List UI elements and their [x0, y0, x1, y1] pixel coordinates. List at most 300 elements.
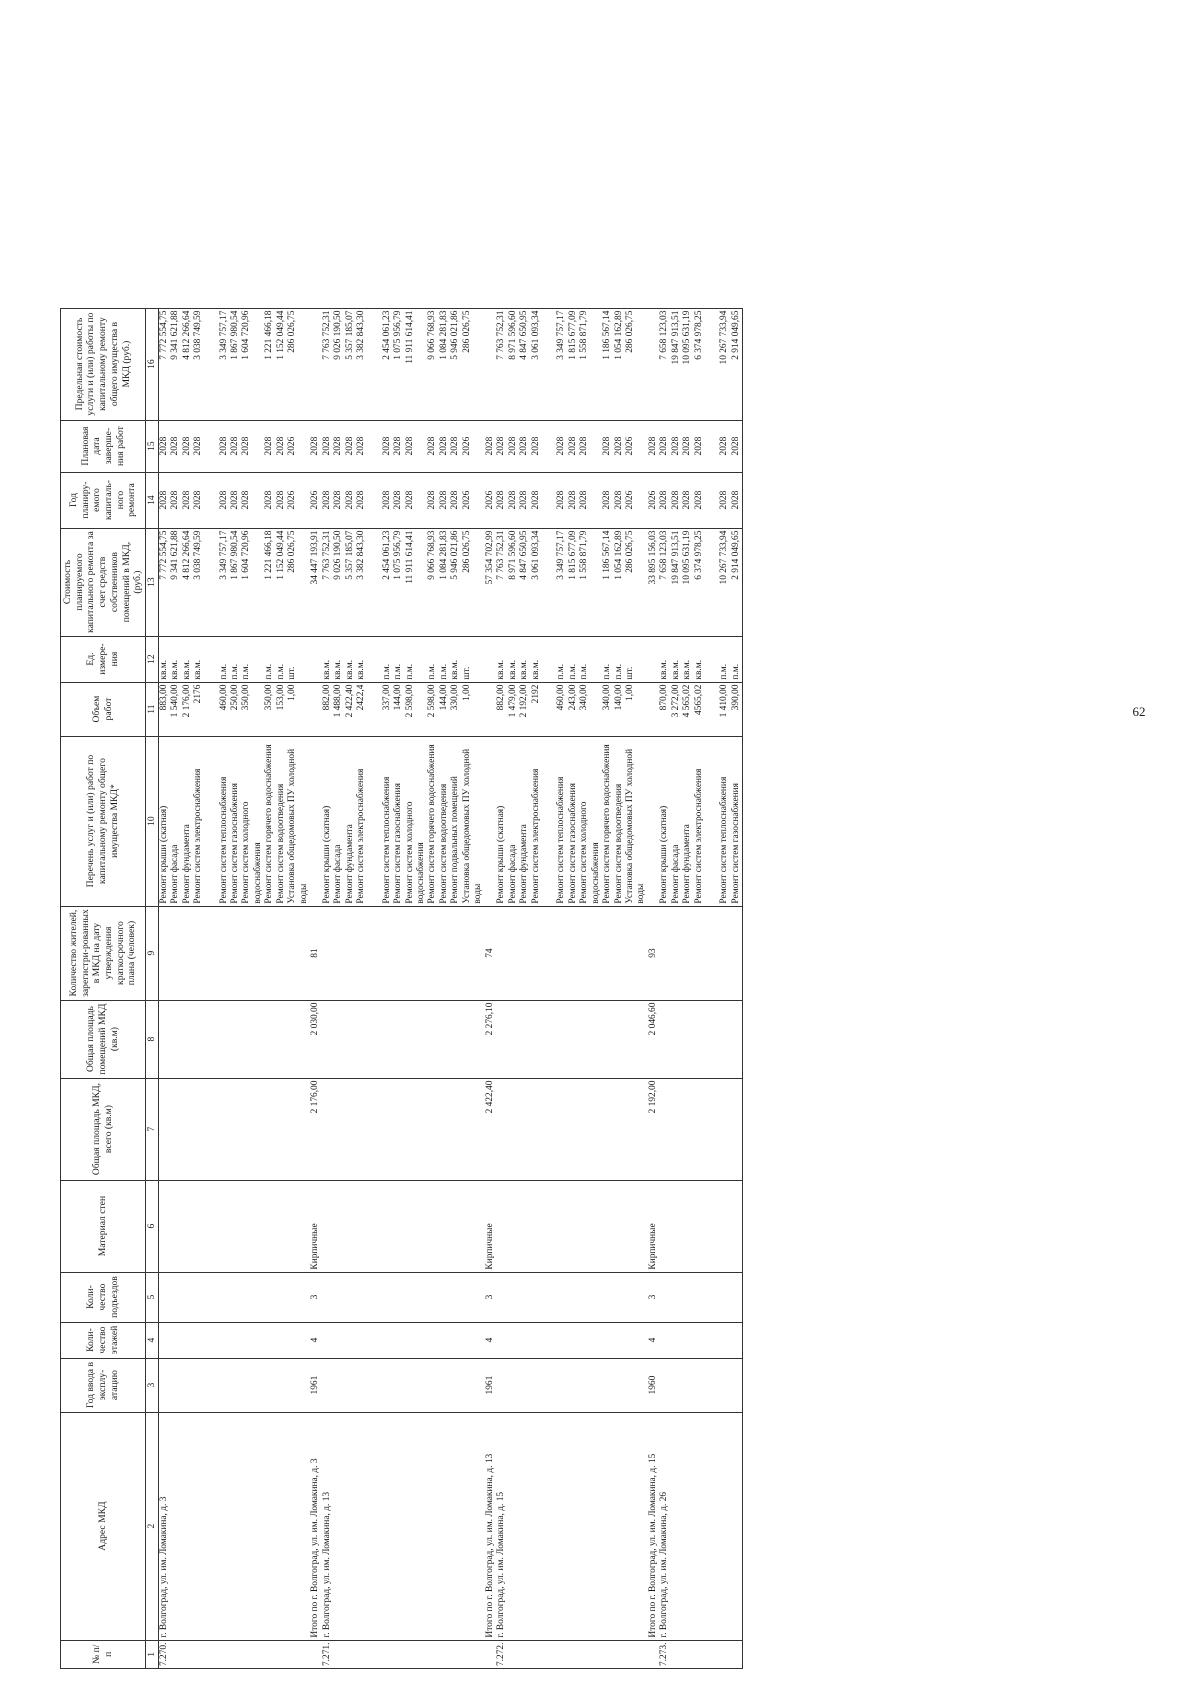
table-cell: 7 763 752,31	[496, 308, 507, 420]
table-cell	[287, 1078, 310, 1180]
table-cell	[694, 1322, 705, 1358]
table-cell	[568, 1640, 579, 1668]
table-cell: 2028	[276, 420, 287, 472]
table-cell: 2028	[310, 420, 321, 472]
table-cell	[705, 1322, 719, 1358]
table-cell: кв.м.	[158, 636, 170, 682]
column-number-3: 3	[145, 1358, 158, 1412]
table-cell	[625, 1412, 648, 1640]
table-cell: 2026	[485, 472, 496, 528]
table-cell	[659, 906, 670, 1000]
table-cell	[264, 1322, 275, 1358]
column-number-row	[145, 308, 158, 1668]
table-cell	[542, 420, 556, 472]
table-cell: Ремонт фундамента	[182, 736, 193, 906]
table-cell: 2028	[439, 472, 450, 528]
table-cell	[205, 1000, 219, 1078]
table-cell	[322, 1180, 333, 1272]
table-cell	[182, 1078, 193, 1180]
table-cell	[287, 1412, 310, 1640]
table-cell: 340,00	[579, 682, 602, 736]
table-cell: 2028	[671, 472, 682, 528]
table-cell: 10 095 631,19	[682, 308, 693, 420]
table-cell	[602, 1412, 613, 1640]
table-cell	[276, 1180, 287, 1272]
table-cell	[368, 308, 382, 420]
table-cell	[508, 1322, 519, 1358]
table-cell: 2 914 049,65	[731, 528, 743, 636]
table-cell	[568, 906, 579, 1000]
table-cell	[382, 1358, 393, 1412]
table-cell: 2028	[382, 420, 393, 472]
table-cell	[508, 1358, 519, 1412]
table-cell	[276, 1078, 287, 1180]
table-cell	[205, 1640, 219, 1668]
table-cell: 286 026,75	[287, 528, 310, 636]
table-cell	[671, 1640, 682, 1668]
table-cell	[450, 906, 461, 1000]
table-cell: 2028	[614, 472, 625, 528]
table-cell: 2028	[241, 472, 264, 528]
table-cell: 2028	[579, 420, 602, 472]
table-cell: 2028	[485, 420, 496, 472]
table-cell	[241, 1272, 264, 1322]
table-cell	[556, 906, 567, 1000]
table-row	[731, 308, 743, 1668]
table-cell	[705, 1078, 719, 1180]
table-cell	[368, 1000, 382, 1078]
table-cell	[694, 1180, 705, 1272]
table-cell	[542, 528, 556, 636]
table-cell	[450, 1322, 461, 1358]
table-cell: 1961	[485, 1358, 496, 1412]
capital-repair-plan-table	[60, 308, 743, 1669]
table-cell	[508, 1000, 519, 1078]
table-cell: кв.м.	[170, 636, 181, 682]
table-cell	[519, 1078, 530, 1180]
table-cell	[393, 1078, 404, 1180]
table-cell	[182, 1272, 193, 1322]
table-cell: кв.м.	[682, 636, 693, 682]
table-cell	[705, 472, 719, 528]
table-cell: Ремонт фасада	[508, 736, 519, 906]
table-cell: Установка общедомовых ПУ холодной воды	[287, 736, 310, 906]
table-cell: 2028	[345, 420, 356, 472]
table-cell: 2026	[648, 472, 659, 528]
table-cell	[462, 1180, 485, 1272]
column-number-1: 1	[145, 1640, 158, 1668]
table-row	[648, 308, 659, 1668]
table-row	[579, 308, 602, 1668]
table-cell	[310, 736, 321, 906]
table-row	[542, 308, 556, 1668]
table-cell	[264, 1000, 275, 1078]
table-cell	[356, 1180, 367, 1272]
column-number-9: 9	[145, 906, 158, 1000]
table-cell	[356, 1358, 367, 1412]
table-cell	[531, 1078, 542, 1180]
table-cell	[485, 682, 496, 736]
table-cell	[648, 636, 659, 682]
table-cell	[368, 1322, 382, 1358]
table-cell	[556, 1000, 567, 1078]
table-cell: кв.м.	[659, 636, 670, 682]
table-cell	[496, 1000, 507, 1078]
table-cell	[462, 1272, 485, 1322]
table-cell	[602, 1322, 613, 1358]
table-cell	[405, 1078, 428, 1180]
table-cell	[719, 1640, 730, 1668]
table-cell: 2028	[182, 420, 193, 472]
table-cell: 2028	[531, 472, 542, 528]
table-cell: 2028	[405, 420, 428, 472]
table-cell: 1 479,00	[508, 682, 519, 736]
table-cell: 3	[648, 1272, 659, 1322]
table-cell	[731, 1078, 743, 1180]
table-cell	[241, 1000, 264, 1078]
table-row	[682, 308, 693, 1668]
table-cell: 2028	[405, 472, 428, 528]
table-cell	[531, 1322, 542, 1358]
table-cell	[382, 1078, 393, 1180]
table-cell: 1 410,00	[719, 682, 730, 736]
table-cell	[496, 906, 507, 1000]
table-cell: 2028	[602, 472, 613, 528]
table-cell	[556, 1412, 567, 1640]
table-cell: 2028	[508, 420, 519, 472]
table-cell: п.м.	[556, 636, 567, 682]
table-cell	[264, 906, 275, 1000]
table-cell	[158, 1180, 170, 1272]
table-cell: 2028	[193, 420, 204, 472]
table-cell	[345, 1272, 356, 1322]
table-cell	[427, 1000, 438, 1078]
table-cell: 8 971 596,60	[508, 528, 519, 636]
table-cell	[205, 636, 219, 682]
table-cell	[205, 472, 219, 528]
table-cell	[356, 1640, 367, 1668]
table-cell: 2028	[356, 472, 367, 528]
table-cell	[276, 1272, 287, 1322]
table-cell	[682, 906, 693, 1000]
table-cell	[625, 1640, 648, 1668]
table-cell: 4 847 650,95	[519, 308, 530, 420]
column-header-15: Плановая дата заверше-ния работ	[61, 420, 146, 472]
table-cell	[682, 1272, 693, 1322]
table-cell: 3 038 749,59	[193, 528, 204, 636]
column-number-6: 6	[145, 1180, 158, 1272]
table-cell: Итого по г. Волгоград, ул. им. Ломакина, д. 13	[485, 1412, 496, 1640]
table-cell	[158, 906, 170, 1000]
table-cell	[382, 1412, 393, 1640]
table-cell	[568, 1322, 579, 1358]
table-cell: 390,00	[731, 682, 743, 736]
table-cell	[731, 906, 743, 1000]
table-cell: 7 658 123,03	[659, 528, 670, 636]
table-cell: кв.м.	[322, 636, 333, 682]
table-cell	[382, 906, 393, 1000]
table-cell: 2026	[287, 420, 310, 472]
table-cell: 286 026,75	[462, 528, 485, 636]
table-cell	[682, 1322, 693, 1358]
table-cell	[648, 682, 659, 736]
table-cell: 1 540,00	[170, 682, 181, 736]
table-cell: 8 971 596,60	[508, 308, 519, 420]
table-cell	[671, 1322, 682, 1358]
table-cell: 2 422,40	[345, 682, 356, 736]
table-cell	[193, 1640, 204, 1668]
table-cell	[230, 1000, 241, 1078]
table-cell: Ремонт фасада	[333, 736, 344, 906]
table-cell: 2028	[614, 420, 625, 472]
table-row	[439, 308, 450, 1668]
table-cell: 7.270.	[158, 1640, 170, 1668]
table-cell: 4	[310, 1322, 321, 1358]
table-cell: Итого по г. Волгоград, ул. им. Ломакина, д. 3	[310, 1412, 321, 1640]
table-cell	[731, 1412, 743, 1640]
table-cell: Кирпичные	[310, 1180, 321, 1272]
table-cell	[705, 1640, 719, 1668]
table-cell	[310, 308, 321, 420]
table-cell	[614, 1272, 625, 1322]
table-cell: 2028	[170, 420, 181, 472]
table-cell	[158, 1000, 170, 1078]
table-cell	[719, 1358, 730, 1412]
table-cell: кв.м.	[519, 636, 530, 682]
table-cell: 1,00	[287, 682, 310, 736]
table-cell	[671, 1272, 682, 1322]
table-cell	[450, 1078, 461, 1180]
table-cell	[310, 1640, 321, 1668]
column-number-7: 7	[145, 1078, 158, 1180]
table-cell	[556, 1180, 567, 1272]
table-cell	[205, 736, 219, 906]
table-row	[219, 308, 230, 1668]
table-cell	[427, 1322, 438, 1358]
table-row	[602, 308, 613, 1668]
table-cell	[579, 1180, 602, 1272]
table-cell: 4	[648, 1322, 659, 1358]
table-cell: п.м.	[731, 636, 743, 682]
table-cell	[276, 906, 287, 1000]
table-cell	[219, 1180, 230, 1272]
table-cell	[625, 1272, 648, 1322]
table-cell: 1 186 567,14	[602, 308, 613, 420]
table-cell	[659, 1078, 670, 1180]
table-cell	[614, 1078, 625, 1180]
table-cell	[205, 528, 219, 636]
table-cell: 11 911 614,41	[405, 528, 428, 636]
table-cell	[542, 1322, 556, 1358]
table-cell	[682, 1358, 693, 1412]
table-cell: 350,00	[264, 682, 275, 736]
table-row	[276, 308, 287, 1668]
table-cell: 74	[485, 906, 496, 1000]
table-cell	[427, 1640, 438, 1668]
table-cell: 93	[648, 906, 659, 1000]
table-cell	[496, 1180, 507, 1272]
table-cell	[345, 1078, 356, 1180]
table-cell	[205, 1272, 219, 1322]
table-cell	[368, 1078, 382, 1180]
table-cell: г. Волгоград, ул. им. Ломакина, д. 15	[496, 1412, 507, 1640]
table-cell	[705, 420, 719, 472]
table-cell: Ремонт систем газоснабжения	[393, 736, 404, 906]
table-cell: кв.м.	[333, 636, 344, 682]
table-cell: 883,00	[158, 682, 170, 736]
table-row	[614, 308, 625, 1668]
table-cell: Ремонт систем газоснабжения	[731, 736, 743, 906]
table-cell: 2 192,00	[648, 1078, 659, 1180]
table-row	[322, 308, 333, 1668]
table-cell: 2028	[671, 420, 682, 472]
table-cell	[182, 1180, 193, 1272]
table-cell: 1 152 049,44	[276, 308, 287, 420]
table-cell: 340,00	[602, 682, 613, 736]
table-cell: Ремонт крыши (скатная)	[659, 736, 670, 906]
table-row	[405, 308, 428, 1668]
table-cell	[205, 682, 219, 736]
table-cell	[439, 1358, 450, 1412]
table-cell: п.м.	[602, 636, 613, 682]
table-cell	[625, 1180, 648, 1272]
table-cell	[405, 1000, 428, 1078]
table-cell	[542, 636, 556, 682]
table-cell	[230, 1412, 241, 1640]
table-cell: 1,00	[625, 682, 648, 736]
table-row	[264, 308, 275, 1668]
table-cell	[182, 1322, 193, 1358]
table-cell: 882,00	[322, 682, 333, 736]
table-cell: 1 221 466,18	[264, 308, 275, 420]
column-header-1: № п/п	[61, 1640, 146, 1668]
table-cell	[719, 906, 730, 1000]
table-cell: г. Волгоград, ул. им. Ломакина, д. 26	[659, 1412, 670, 1640]
table-cell	[659, 1322, 670, 1358]
table-cell	[182, 1412, 193, 1640]
table-cell	[614, 1180, 625, 1272]
table-cell	[731, 1358, 743, 1412]
table-cell: 2028	[356, 420, 367, 472]
table-cell: 3 061 093,34	[531, 308, 542, 420]
table-cell	[462, 1078, 485, 1180]
table-cell: Ремонт фундамента	[682, 736, 693, 906]
table-cell	[450, 1272, 461, 1322]
table-cell: 6 374 978,25	[694, 528, 705, 636]
table-cell: 4 847 650,95	[519, 528, 530, 636]
table-row	[356, 308, 367, 1668]
column-header-14: Год планиру-емого капиталь-ного ремонта	[61, 472, 146, 528]
table-cell: 3 382 843,30	[356, 528, 367, 636]
table-cell: 4 812 266,64	[182, 308, 193, 420]
table-cell	[276, 1412, 287, 1640]
table-cell	[356, 1322, 367, 1358]
table-cell: 2026	[625, 420, 648, 472]
table-cell: Ремонт систем водоотведения	[614, 736, 625, 906]
table-cell: 19 847 913,51	[671, 528, 682, 636]
column-header-10: Перечень услуг и (или) работ по капитальному ремонту общего имущества МКД*	[61, 736, 146, 906]
table-cell	[508, 1272, 519, 1322]
table-cell	[568, 1180, 579, 1272]
table-cell	[427, 1358, 438, 1412]
table-cell	[345, 1180, 356, 1272]
table-cell	[614, 1640, 625, 1668]
table-cell	[287, 1358, 310, 1412]
column-number-8: 8	[145, 1000, 158, 1078]
table-cell	[287, 1272, 310, 1322]
table-cell	[614, 1322, 625, 1358]
table-cell: 2028	[193, 472, 204, 528]
table-cell: 882,00	[496, 682, 507, 736]
table-cell	[182, 1358, 193, 1412]
table-cell	[287, 1000, 310, 1078]
column-number-5: 5	[145, 1272, 158, 1322]
table-cell: 2028	[694, 420, 705, 472]
table-cell: Ремонт фундамента	[519, 736, 530, 906]
table-cell	[568, 1272, 579, 1322]
table-cell: 4 812 266,64	[182, 528, 193, 636]
table-cell: 6 374 978,25	[694, 308, 705, 420]
table-cell	[333, 1412, 344, 1640]
table-cell: кв.м.	[508, 636, 519, 682]
table-row	[193, 308, 204, 1668]
table-cell: 250,00	[230, 682, 241, 736]
table-cell	[205, 1078, 219, 1180]
table-cell	[519, 1180, 530, 1272]
table-cell	[519, 1412, 530, 1640]
table-cell	[170, 906, 181, 1000]
table-cell: 2028	[496, 472, 507, 528]
table-cell	[602, 906, 613, 1000]
table-cell: Ремонт систем водоотведения	[439, 736, 450, 906]
table-cell	[405, 1272, 428, 1322]
column-header-12: Ед. измере-ния	[61, 636, 146, 682]
table-cell: 2026	[287, 472, 310, 528]
table-cell: 3 061 093,34	[531, 528, 542, 636]
table-cell: 9 026 190,50	[333, 308, 344, 420]
table-cell	[531, 1412, 542, 1640]
table-cell	[333, 906, 344, 1000]
column-number-11: 11	[145, 682, 158, 736]
table-cell: 9 066 768,93	[427, 528, 438, 636]
table-cell	[241, 906, 264, 1000]
table-cell: Ремонт систем электроснабжения	[356, 736, 367, 906]
table-cell	[682, 1412, 693, 1640]
table-cell: 1 867 980,54	[230, 528, 241, 636]
table-cell	[705, 1180, 719, 1272]
table-cell: 3 349 757,17	[219, 528, 230, 636]
table-cell: 2422,4	[356, 682, 367, 736]
table-cell	[382, 1272, 393, 1322]
table-cell: кв.м.	[450, 636, 461, 682]
table-cell: Ремонт систем теплоснабжения	[719, 736, 730, 906]
table-cell	[333, 1358, 344, 1412]
table-cell	[368, 1180, 382, 1272]
table-cell	[682, 1180, 693, 1272]
column-number-13: 13	[145, 528, 158, 636]
table-cell: Ремонт крыши (скатная)	[158, 736, 170, 906]
table-cell: 2028	[333, 420, 344, 472]
table-cell	[719, 1180, 730, 1272]
table-cell	[450, 1640, 461, 1668]
table-cell	[568, 1358, 579, 1412]
table-cell: Ремонт систем электроснабжения	[694, 736, 705, 906]
table-cell	[439, 1078, 450, 1180]
table-cell	[170, 1640, 181, 1668]
table-cell	[719, 1272, 730, 1322]
table-cell	[345, 906, 356, 1000]
table-cell	[193, 1412, 204, 1640]
